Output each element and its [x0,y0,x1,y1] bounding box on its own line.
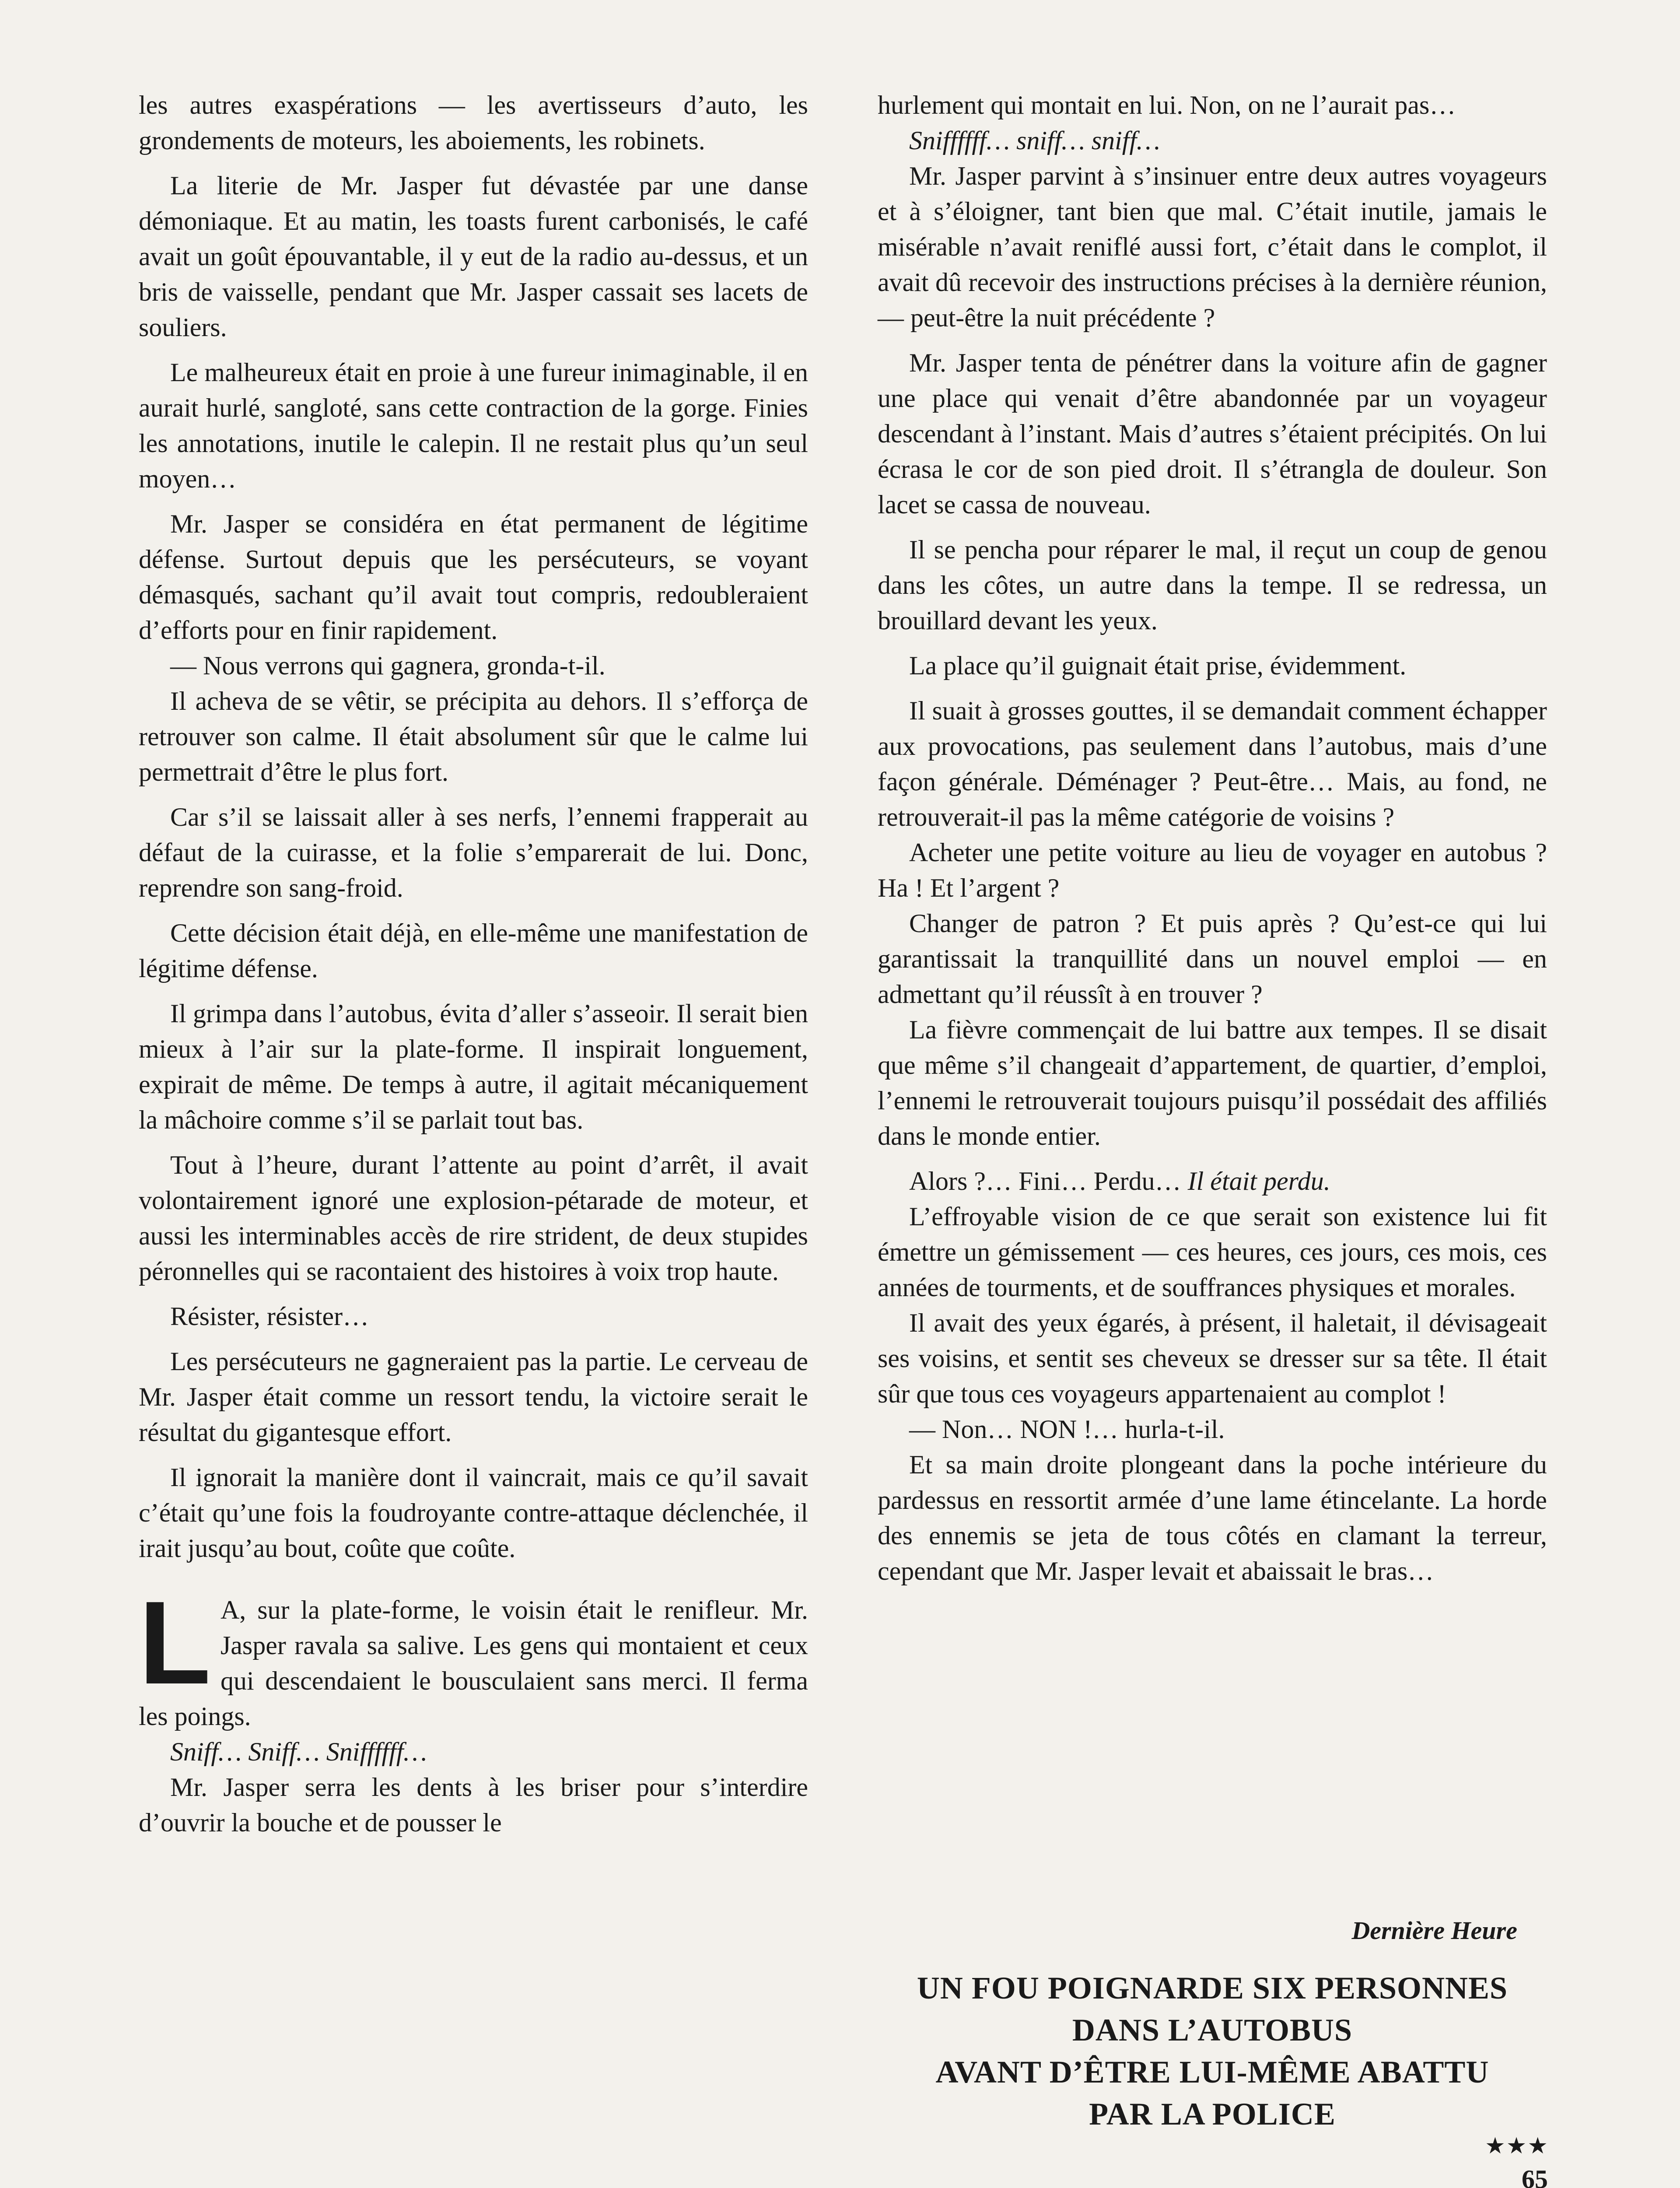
headline-line: PAR LA POLICE [1089,2097,1336,2132]
paragraph: Acheter une petite voiture au lieu de voyager en autobus ? Ha ! Et l’argent ? [878,838,1547,902]
paragraph: — Non… NON !… hurla-t-il. [909,1415,1225,1444]
paragraph: Changer de patron ? Et puis après ? Qu’est-ce qui lui garantissait la tranquillité dans un nouvel emploi — en admettant qu’il réussît à en trouver ? [878,909,1547,1009]
paragraph: Cette décision était déjà, en elle-même une manifestation de légitime défense. [139,919,808,983]
paragraph: A, sur la plate-forme, le voisin était le renifleur. Mr. Jasper ravala sa salive. Les gens qui montaient et ceux qui descendaient le bousculaient sans merci. Il ferma les poings. [139,1595,808,1731]
section-opening [139,1577,808,1734]
paragraph: hurlement qui montait en lui. Non, on ne l’aurait pas… [878,91,1456,119]
signoff: Dernière Heure [1351,1916,1517,1945]
headline-line: AVANT D’ÊTRE LUI-MÊME ABATTU [935,2055,1489,2090]
paragraph: Il se pencha pour réparer le mal, il reçut un coup de genou dans les côtes, un autre dans la tempe. Il se redressa, un brouillard devant les yeux. [878,535,1547,635]
paragraph: Le malheureux était en proie à une fureur inimaginable, il en aurait hurlé, sangloté, sans cette contraction de la gorge. Finies les annotations, inutile le calepin. Il ne restait plus qu’un seul moyen… [139,358,808,493]
paragraph: Il acheva de se vêtir, se précipita au dehors. Il s’efforça de retrouver son calme. Il était absolument sûr que le calme lui permettrait d’être le plus fort. [139,687,808,786]
news-headline [878,1967,1547,2135]
paragraph: Et sa main droite plongeant dans la poche intérieure du pardessus en ressortit armée d’une lame étincelante. La horde des ennemis se jeta de tous côtés en clamant la terreur, cependant que Mr. Jasper levait et abaissait le bras… [878,1450,1547,1585]
paragraph [878,1164,1547,1199]
paragraph: les autres exaspérations — les avertisseurs d’auto, les grondements de moteurs, les aboiements, les robinets. [139,91,808,155]
paragraph: — Nous verrons qui gagnera, gronda-t-il. [170,651,606,680]
paragraph: La literie de Mr. Jasper fut dévastée par une danse démoniaque. Et au matin, les toasts furent carbonisés, le café avait un goût épouvantable, il y eut de la radio au-dessus, et un bris de vaisselle, pendant que Mr. Jasper cassait ses lacets de souliers. [139,171,808,342]
paragraph: Les persécuteurs ne gagneraient pas la partie. Le cerveau de Mr. Jasper était comme un ressort tendu, la victoire serait le résultat du gigantesque effort. [139,1347,808,1447]
drop-cap: L [139,1577,211,1709]
paragraph: La place qu’il guignait était prise, évidemment. [909,651,1407,680]
left-column [139,88,808,1841]
alors-text: Alors ?… Fini… Perdu… [909,1167,1188,1196]
paragraph: Mr. Jasper tenta de pénétrer dans la voiture afin de gagner une place qui venait d’être abandonnée par un voyageur descendant à l’instant. Mais d’autres s’étaient précipités. On lui écrasa le cor de son pied droit. Il s’étrangla de douleur. Son lacet se cassa de nouveau. [878,348,1547,519]
right-column [878,88,1547,1589]
sniff-line: Sniffffff… sniff… sniff… [909,126,1160,155]
paragraph: Car s’il se laissait aller à ses nerfs, l’ennemi frapperait au défaut de la cuirasse, et la folie s’emparerait de lui. Donc, reprendre son sang-froid. [139,803,808,902]
paragraph: L’effroyable vision de ce que serait son existence lui fit émettre un gémissement — ces heures, ces jours, ces mois, ces années de tourments, et de souffrances physiques et morales. [878,1202,1547,1302]
paragraph: Mr. Jasper se considéra en état permanent de légitime défense. Surtout depuis que les persécuteurs, se voyant démasqués, sachant qu’il avait tout compris, redoubleraient d’efforts pour en finir rapidement. [139,509,808,645]
paragraph: La fièvre commençait de lui battre aux tempes. Il se disait que même s’il changeait d’appartement, de quartier, d’emploi, l’ennemi le retrouverait toujours puisqu’il possédait des affiliés dans le monde entier. [878,1015,1547,1150]
page-number: 65 [1522,2165,1548,2188]
paragraph: Tout à l’heure, durant l’attente au point d’arrêt, il avait volontairement ignoré une explosion-pétarade de moteur, et aussi les interminables accès de rire strident, de deux stupides péronnelles qui se racontaient des histoires à voix trop haute. [139,1150,808,1286]
alors-italic: Il était perdu. [1187,1167,1330,1196]
paragraph: Résister, résister… [170,1302,369,1331]
paragraph: Il suait à grosses gouttes, il se demandait comment échapper aux provocations, pas seulement dans l’autobus, mais d’une façon générale. Déménager ? Peut-être… Mais, au fond, ne retrouverait-il pas la même catégorie de voisins ? [878,696,1547,831]
paragraph: Il grimpa dans l’autobus, évita d’aller s’asseoir. Il serait bien mieux à l’air sur la plate-forme. Il inspirait longuement, expirait de même. De temps à autre, il agitait mécaniquement la mâchoire comme s’il se parlait tout bas. [139,999,808,1134]
end-stars: ★★★ [1485,2133,1549,2159]
headline-line: UN FOU POIGNARDE SIX PERSONNES [917,1971,1508,2006]
paragraph: Il ignorait la manière dont il vaincrait, mais ce qu’il savait c’était qu’une fois la foudroyante contre-attaque déclenchée, il irait jusqu’au bout, coûte que coûte. [139,1463,808,1563]
paragraph: Il avait des yeux égarés, à présent, il haletait, il dévisageait ses voisins, et sentit ses cheveux se dresser sur sa tête. Il était sûr que tous ces voyageurs appartenaient au complot ! [878,1308,1547,1408]
headline-line: DANS L’AUTOBUS [1072,2013,1353,2048]
paragraph: Mr. Jasper parvint à s’insinuer entre deux autres voyageurs et à s’éloigner, tant bien que mal. C’était inutile, jamais le misérable n’avait reniflé aussi fort, c’était dans le complot, il avait dû recevoir des instructions précises à la dernière réunion, — peut-être la nuit précédente ? [878,161,1547,332]
paragraph: Mr. Jasper serra les dents à les briser pour s’interdire d’ouvrir la bouche et de pousser le [139,1773,808,1837]
sniff-line: Sniff… Sniff… Sniffffff… [170,1737,427,1766]
